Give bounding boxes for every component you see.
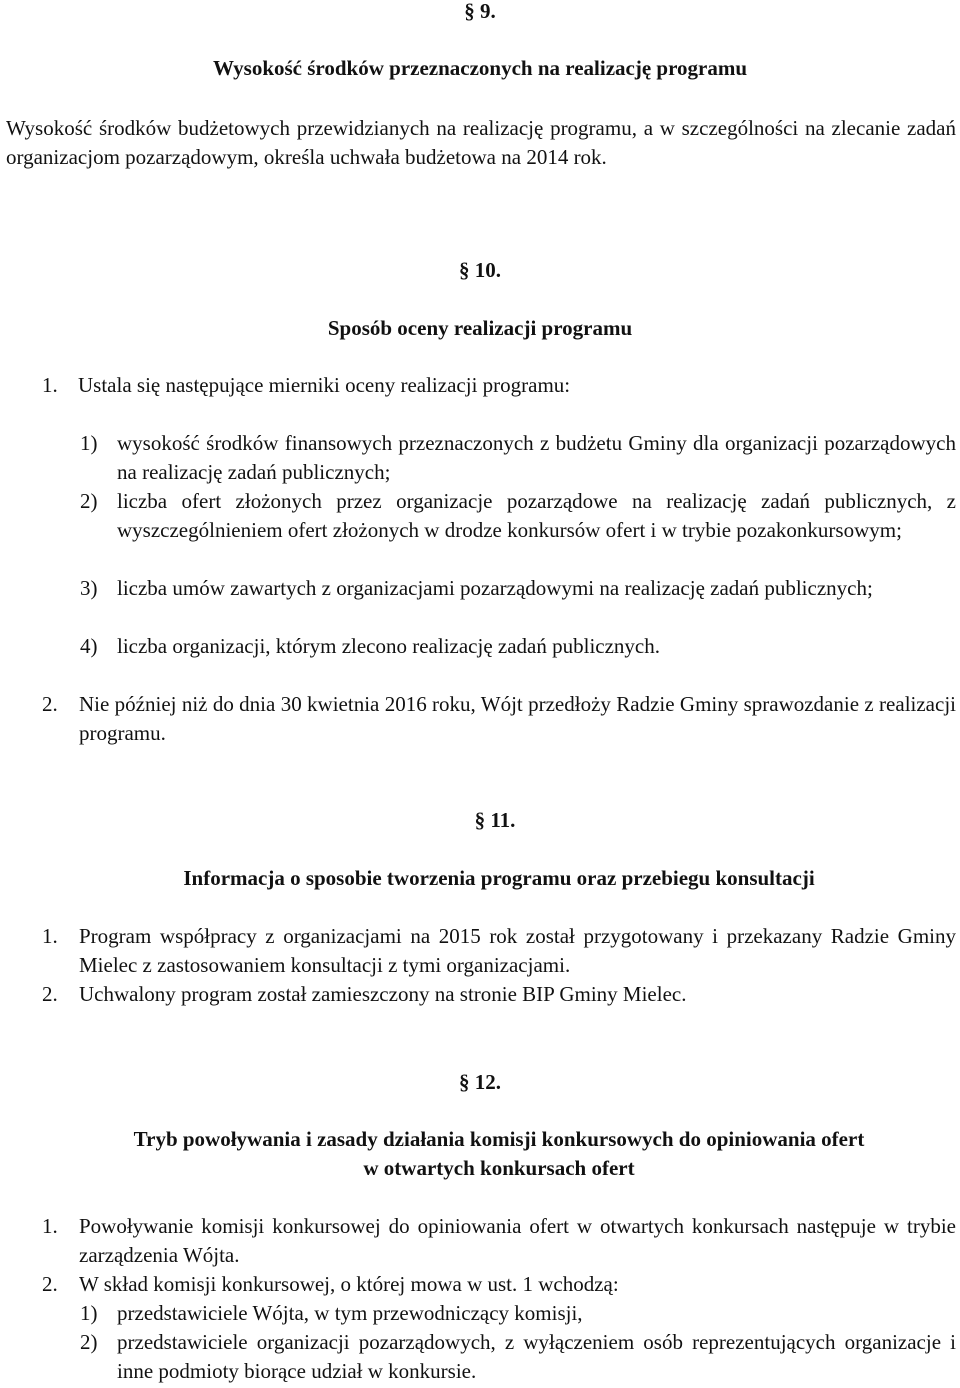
item-text: liczba organizacji, którym zlecono realizację zadań publicznych. [117, 634, 661, 658]
item-number: 3) [80, 576, 98, 600]
section-11-title: Informacja o sposobie tworzenia programu oraz przebiegu konsultacji [183, 866, 815, 890]
section-10-paragraph-2 [42, 690, 956, 748]
item-number: 4) [80, 634, 98, 658]
section-12-number: § 12. [459, 1070, 501, 1094]
paragraph-number: 2. [42, 982, 58, 1006]
section-12-title-line-1: Tryb powoływania i zasady działania komisji konkursowych do opiniowania ofert [133, 1127, 865, 1151]
section-10-number: § 10. [459, 258, 501, 282]
paragraph-number: 2. [42, 692, 58, 716]
item-text: przedstawiciele Wójta, w tym przewodniczący komisji, [117, 1301, 583, 1325]
section-9-body: Wysokość środków budżetowych przewidzianych na realizację programu, a w szczególności na zlecanie zadań organizacjom pozarządowym, określa uchwała budżetowa na 2014 rok. [6, 116, 956, 169]
item-number: 2) [80, 1330, 98, 1354]
section-11-paragraph-1 [42, 922, 956, 980]
section-9-title: Wysokość środków przeznaczonych na realizację programu [212, 56, 748, 80]
criteria-item-2 [80, 487, 956, 545]
paragraph-number: 1. [42, 373, 58, 397]
section-9-number: § 9. [464, 0, 496, 23]
criteria-item-1 [80, 429, 956, 487]
paragraph-text: Uchwalony program został zamieszczony na stronie BIP Gminy Mielec. [79, 982, 687, 1006]
paragraph-number: 2. [42, 1272, 58, 1296]
paragraph-text: Nie później niż do dnia 30 kwietnia 2016 roku, Wójt przedłoży Radzie Gminy sprawozdanie z realizacji programu. [79, 692, 956, 745]
item-text: wysokość środków finansowych przeznaczonych z budżetu Gminy dla organizacji pozarządowych na realizację zadań publicznych; [117, 431, 956, 484]
section-12-title-line-2: w otwartych konkursach ofert [363, 1156, 635, 1180]
item-text: liczba ofert złożonych przez organizacje pozarządowe na realizację zadań publicznych, z wyszczególnieniem ofert złożonych w drodze konkursów ofert i w trybie pozakonkursowym; [117, 489, 956, 542]
paragraph-text: Program współpracy z organizacjami na 2015 rok został przygotowany i przekazany Radzie Gminy Mielec z zastosowaniem konsultacji z tymi organizacjami. [79, 924, 956, 977]
item-number: 1) [80, 431, 98, 455]
paragraph-text: Powoływanie komisji konkursowej do opiniowania ofert w otwartych konkursach następuje w trybie zarządzenia Wójta. [79, 1214, 956, 1267]
paragraph-text: W skład komisji konkursowej, o której mowa w ust. 1 wchodzą: [79, 1272, 619, 1296]
criteria-item-4 [80, 632, 956, 661]
composition-item-2 [80, 1328, 956, 1386]
paragraph-text: Ustala się następujące mierniki oceny realizacji programu: [78, 373, 571, 397]
item-number: 2) [80, 489, 98, 513]
section-12-paragraph-1 [42, 1212, 956, 1270]
section-11-number: § 11. [474, 808, 516, 832]
criteria-item-3 [80, 574, 956, 603]
section-10-title: Sposób oceny realizacji programu [327, 316, 633, 340]
paragraph-number: 1. [42, 924, 58, 948]
composition-item-1 [80, 1299, 956, 1328]
item-text: liczba umów zawartych z organizacjami pozarządowymi na realizację zadań publicznych; [117, 576, 873, 600]
item-text: przedstawiciele organizacji pozarządowych, z wyłączeniem osób reprezentujących organizacje i inne podmioty biorące udział w konkursie. [117, 1330, 956, 1383]
item-number: 1) [80, 1301, 98, 1325]
section-11-paragraph-2 [42, 980, 956, 1009]
section-12-paragraph-2 [42, 1270, 956, 1299]
paragraph-number: 1. [42, 1214, 58, 1238]
